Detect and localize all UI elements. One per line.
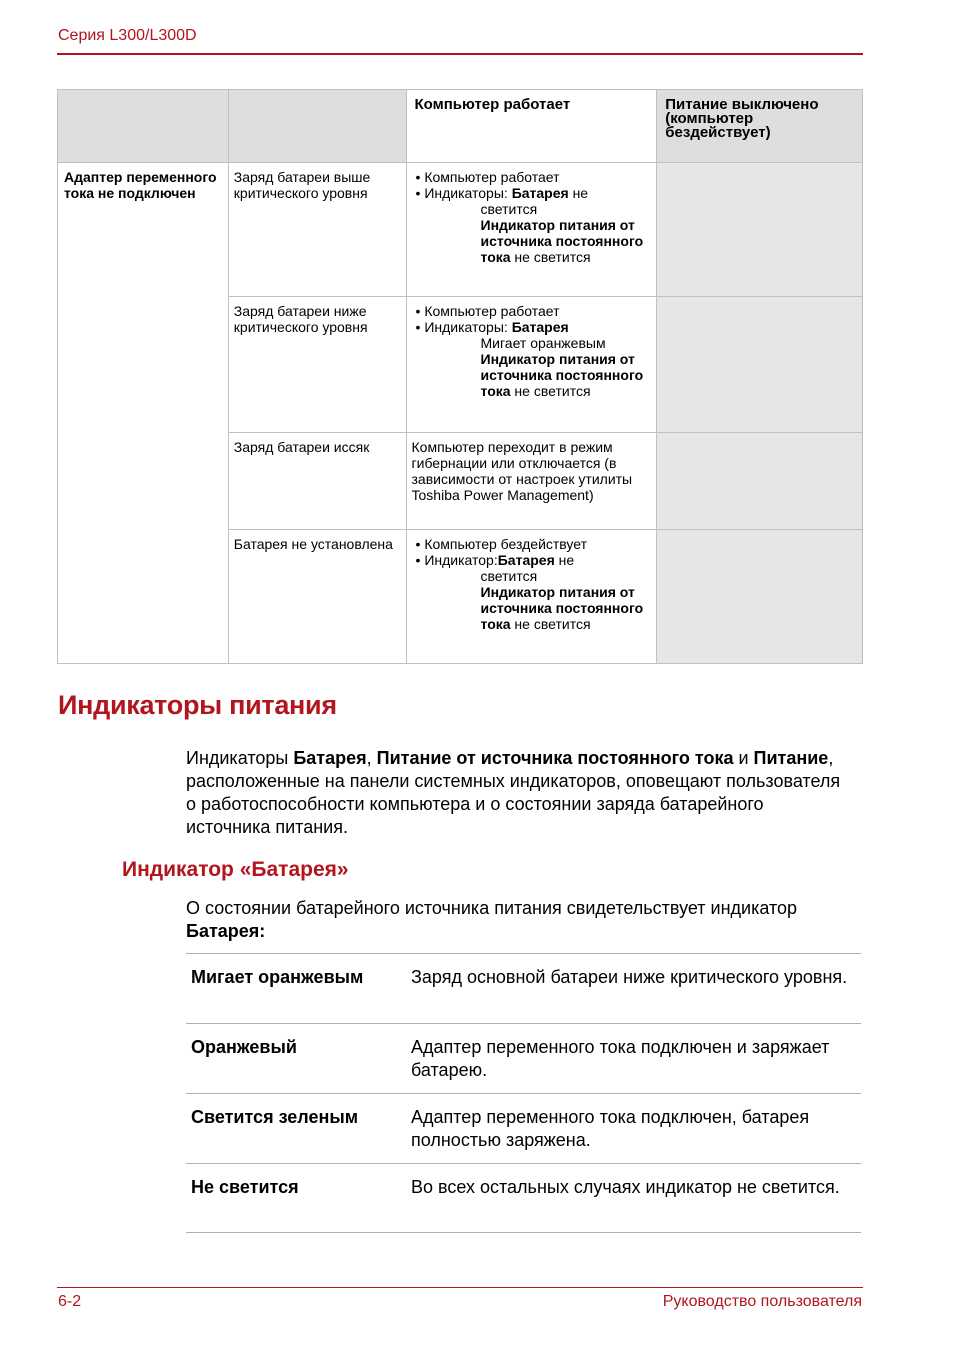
bullet-item: • Компьютер работает bbox=[415, 303, 560, 319]
footer-rule bbox=[57, 1287, 863, 1288]
status-cell: Компьютер переходит в режим гибернации или отключается (в зависимости от настроек утилиты Toshiba Power Management) bbox=[406, 433, 657, 530]
table-row bbox=[186, 1024, 861, 1094]
subsection-title: Индикатор «Батарея» bbox=[122, 858, 349, 881]
indicator-state: Мигает оранжевым bbox=[480, 335, 606, 351]
status-cell bbox=[406, 530, 657, 664]
table-row bbox=[58, 163, 863, 297]
section-intro: Индикаторы Батарея, Питание от источника постоянного тока и Питание, расположенные на панели системных индикаторов, оповещают пользователя о работоспособности компьютера и о состоянии заряда батарейного источника питания. bbox=[186, 748, 841, 837]
indicator-state: Индикатор питания от источника постоянного тока не светится bbox=[480, 217, 644, 265]
indicator-meaning: Адаптер переменного тока подключен, батарея полностью заряжена. bbox=[406, 1094, 861, 1164]
bullet-item: • Индикатор:Батарея не bbox=[415, 552, 575, 568]
power-status-table bbox=[57, 89, 863, 664]
off-state-cell bbox=[657, 297, 863, 433]
status-cell bbox=[406, 163, 657, 297]
indicator-state: Мигает оранжевым bbox=[186, 954, 406, 1024]
bullet-item: • Индикаторы: Батарея bbox=[415, 319, 569, 335]
subsection-intro: О состоянии батарейного источника питания свидетельствует индикатор Батарея: bbox=[186, 898, 798, 941]
off-state-cell bbox=[657, 163, 863, 297]
indicator-state: светится bbox=[480, 568, 538, 584]
section-title: Индикаторы питания bbox=[58, 690, 337, 720]
off-state-cell bbox=[657, 433, 863, 530]
table-row bbox=[186, 954, 861, 1024]
status-cell bbox=[406, 297, 657, 433]
column-header: Питание выключено (компьютер бездействует) bbox=[657, 90, 863, 163]
header-rule bbox=[57, 53, 863, 55]
condition-cell: Заряд батареи ниже критического уровня bbox=[228, 297, 406, 433]
column-header bbox=[228, 90, 406, 163]
indicator-state: Не светится bbox=[186, 1164, 406, 1233]
running-header: Серия L300/L300D bbox=[58, 27, 197, 44]
table-row bbox=[186, 1164, 861, 1233]
condition-cell: Заряд батареи иссяк bbox=[228, 433, 406, 530]
indicator-state: светится bbox=[480, 201, 538, 217]
running-footer: Руководство пользователя bbox=[662, 1293, 862, 1310]
table-header-row bbox=[58, 90, 863, 163]
table-row bbox=[186, 1094, 861, 1164]
bullet-item: • Компьютер бездействует bbox=[415, 536, 588, 552]
condition-cell: Батарея не установлена bbox=[228, 530, 406, 664]
indicator-meaning: Адаптер переменного тока подключен и заряжает батарею. bbox=[406, 1024, 861, 1094]
indicator-state: Оранжевый bbox=[186, 1024, 406, 1094]
indicator-state: Индикатор питания от источника постоянного тока не светится bbox=[480, 351, 644, 399]
off-state-cell bbox=[657, 530, 863, 664]
column-header: Компьютер работает bbox=[406, 90, 657, 163]
bullet-item: • Индикаторы: Батарея не bbox=[415, 185, 589, 201]
row-group-label: Адаптер переменного тока не подключен bbox=[58, 163, 229, 664]
column-header bbox=[58, 90, 229, 163]
bullet-item: • Компьютер работает bbox=[415, 169, 560, 185]
indicator-state: Светится зеленым bbox=[186, 1094, 406, 1164]
indicator-state: Индикатор питания от источника постоянного тока не светится bbox=[480, 584, 644, 632]
indicator-meaning: Во всех остальных случаях индикатор не светится. bbox=[406, 1164, 861, 1233]
page-number: 6-2 bbox=[58, 1293, 82, 1310]
indicator-meaning: Заряд основной батареи ниже критического уровня. bbox=[406, 954, 861, 1024]
condition-cell: Заряд батареи выше критического уровня bbox=[228, 163, 406, 297]
indicator-table bbox=[186, 953, 861, 1233]
